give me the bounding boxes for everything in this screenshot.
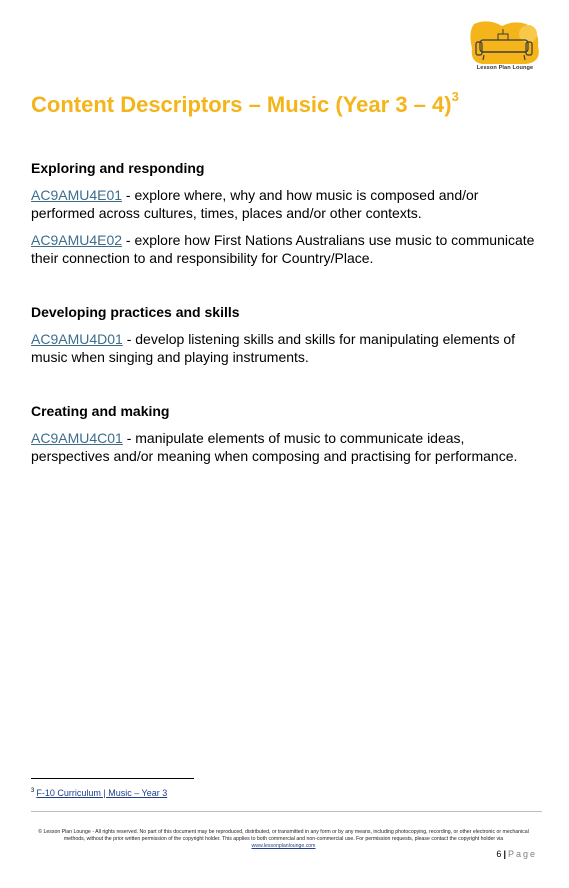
title-footnote-ref[interactable]: 3 bbox=[451, 89, 459, 104]
page-title bbox=[31, 89, 459, 118]
footnote-number: 3 bbox=[31, 788, 35, 794]
lesson-plan-lounge-logo bbox=[468, 20, 542, 76]
logo-text: Lesson Plan Lounge bbox=[476, 65, 534, 71]
descriptor-code-link[interactable]: AC9AMU4E01 bbox=[31, 187, 123, 203]
page-title-text: Content Descriptors – Music (Year 3 – 4) bbox=[31, 92, 452, 117]
descriptor-text: - explore where, why and how music is composed and/or performed across cultures, times, places and/or other contexts. bbox=[31, 187, 479, 221]
page-number-value: 6 bbox=[496, 849, 502, 859]
descriptor-text: - explore how First Nations Australians use music to communicate their connection to and responsibility for Country/Place. bbox=[31, 232, 535, 266]
descriptor-code-link[interactable]: AC9AMU4C01 bbox=[31, 430, 123, 446]
descriptor-code-link[interactable]: AC9AMU4E02 bbox=[31, 232, 123, 248]
descriptor-code-link[interactable]: AC9AMU4D01 bbox=[31, 331, 123, 347]
footnote-divider bbox=[31, 778, 194, 779]
page-number bbox=[496, 849, 537, 859]
descriptor-item bbox=[31, 186, 536, 222]
section-heading-creating: Creating and making bbox=[31, 403, 170, 419]
footnote-link[interactable]: F-10 Curriculum | Music – Year 3 bbox=[36, 788, 168, 798]
page-word: Page bbox=[507, 849, 537, 859]
page-separator: | bbox=[503, 849, 506, 859]
descriptor-text: - develop listening skills and skills for manipulating elements of music when singing and playing instruments. bbox=[31, 331, 516, 365]
footer-divider bbox=[31, 811, 542, 812]
descriptor-text: - manipulate elements of music to communicate ideas, perspectives and/or meaning when composing and practising for performance. bbox=[31, 430, 518, 464]
section-heading-exploring: Exploring and responding bbox=[31, 160, 205, 176]
footnote bbox=[31, 788, 167, 798]
sofa-icon bbox=[468, 20, 542, 66]
section-heading-developing: Developing practices and skills bbox=[31, 304, 240, 320]
descriptor-item bbox=[31, 330, 536, 366]
website-link[interactable]: www.lessonplanlounge.com bbox=[251, 843, 316, 849]
descriptor-item bbox=[31, 231, 536, 267]
copyright-text: © Lesson Plan Lounge - All rights reserved. No part of this document may be reproduced, distributed, or transmitted in any form or by any means, including photocopying, recording, or other electronic or mechanical methods, without the prior written permission of the copyright holder. This applies to both commercial and non-commercial use. For permission requests, please contact the copyright holder via bbox=[38, 829, 529, 842]
copyright-notice bbox=[31, 829, 536, 850]
descriptor-item bbox=[31, 429, 536, 465]
